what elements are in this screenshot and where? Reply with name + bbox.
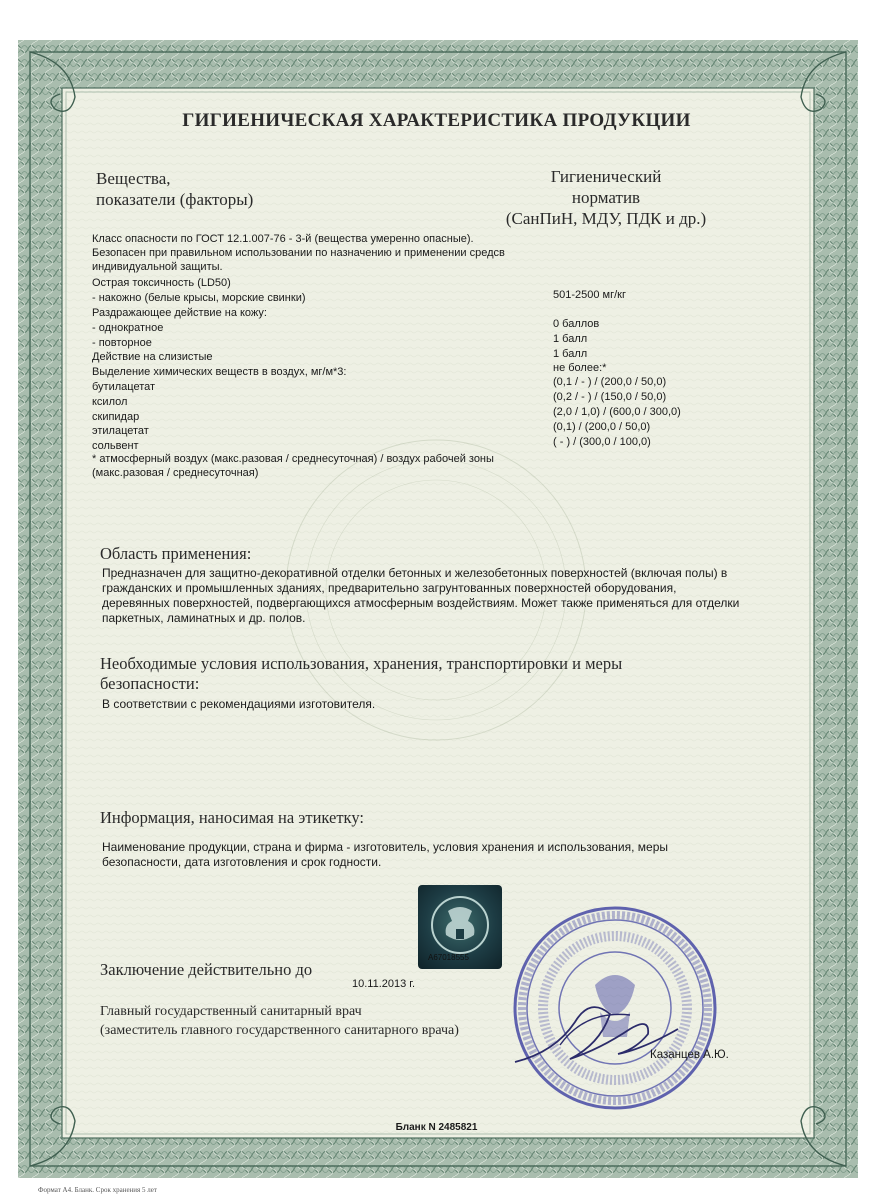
header-left-line-2: показатели (факторы)	[96, 190, 254, 209]
indicator-line: скипидар	[92, 411, 140, 423]
norm-value: не более:*	[553, 362, 607, 374]
norm-value: 0 баллов	[553, 318, 600, 330]
validity-label: Заключение действительно до	[100, 960, 313, 979]
norm-value: 1 балл	[553, 348, 588, 360]
norm-value: (0,1 / - ) / (200,0 / 50,0)	[553, 376, 667, 388]
indicator-line: ксилол	[92, 396, 128, 408]
indicator-line: Раздражающее действие на кожу:	[92, 307, 267, 319]
conditions-text: В соответствии с рекомендациями изготовителя.	[102, 697, 376, 711]
norm-value: 1 балл	[553, 333, 588, 345]
signatory-name: Казанцев А.Ю.	[650, 1049, 729, 1061]
label-heading: Информация, наносимая на этикетку:	[100, 808, 364, 827]
indicator-line: Выделение химических веществ в воздух, мг/м*3:	[92, 366, 347, 378]
label-text: Наименование продукции, страна и фирма - изготовитель, условия хранения и использования, меры безопасности, дата изготовления и срок годности.	[102, 840, 669, 869]
indicator-line: индивидуальной защиты.	[92, 261, 223, 273]
hologram-number: А67018555	[428, 953, 469, 962]
indicator-line: - накожно (белые крысы, морские свинки)	[92, 292, 306, 304]
doctor-title	[100, 1002, 459, 1040]
header-right-line-2: норматив	[571, 188, 641, 207]
indicator-line: * атмосферный воздух (макс.разовая / среднесуточная) / воздух рабочей зоны	[92, 453, 494, 465]
indicator-line: - повторное	[92, 337, 152, 349]
indicator-line: Острая токсичность (LD50)	[92, 277, 231, 289]
footer-note: Формат А4. Бланк. Срок хранения 5 лет	[38, 1186, 157, 1194]
indicator-line: Класс опасности по ГОСТ 12.1.007-76 - 3-й (вещества умеренно опасные).	[92, 233, 474, 245]
indicator-line: Действие на слизистые	[92, 351, 213, 363]
header-right	[488, 166, 724, 229]
indicator-line: сольвент	[92, 440, 139, 452]
norm-value: (2,0 / 1,0) / (600,0 / 300,0)	[553, 406, 681, 418]
document-title: ГИГИЕНИЧЕСКАЯ ХАРАКТЕРИСТИКА ПРОДУКЦИИ	[182, 110, 691, 131]
doctor-title-line-1: Главный государственный санитарный врач	[100, 1004, 362, 1019]
header-right-line-3: (СанПиН, МДУ, ПДК и др.)	[505, 209, 707, 228]
indicator-line: бутилацетат	[92, 381, 156, 393]
header-left	[96, 168, 253, 210]
doctor-title-line-2: (заместитель главного государственного санитарного врача)	[100, 1023, 459, 1038]
norm-value: 501-2500 мг/кг	[553, 289, 626, 301]
norm-value: (0,1) / (200,0 / 50,0)	[553, 421, 651, 433]
blank-number: Бланк N 2485821	[395, 1122, 478, 1133]
indicator-line: этилацетат	[92, 425, 149, 437]
indicator-line: Безопасен при правильном использовании по назначению и применении средсв	[92, 247, 505, 259]
conditions-heading-line-2: безопасности:	[100, 674, 200, 693]
scope-heading: Область применения:	[100, 544, 252, 563]
scope-text: Предназначен для защитно-декоративной отделки бетонных и железобетонных поверхностей (включая полы) в гражданских и промышленных зданиях, предварительно загрунтованных поверхностей оборудования, деревянных поверхностей, подвергающихся атмосферным воздействиям. Может также применяться для отделки паркетных, ламинатных и др. полов.	[102, 566, 740, 625]
indicator-line: (макс.разовая / среднесуточная)	[92, 467, 259, 479]
conditions-heading-line-1: Необходимые условия использования, хранения, транспортировки и меры	[100, 654, 623, 673]
indicator-line: - однократное	[92, 322, 164, 334]
norm-value: ( - ) / (300,0 / 100,0)	[553, 436, 651, 448]
validity-date: 10.11.2013 г.	[352, 978, 416, 990]
header-right-line-1: Гигиенический	[550, 167, 662, 186]
header-left-line-1: Вещества,	[96, 169, 171, 188]
norm-value: (0,2 / - ) / (150,0 / 50,0)	[553, 391, 667, 403]
